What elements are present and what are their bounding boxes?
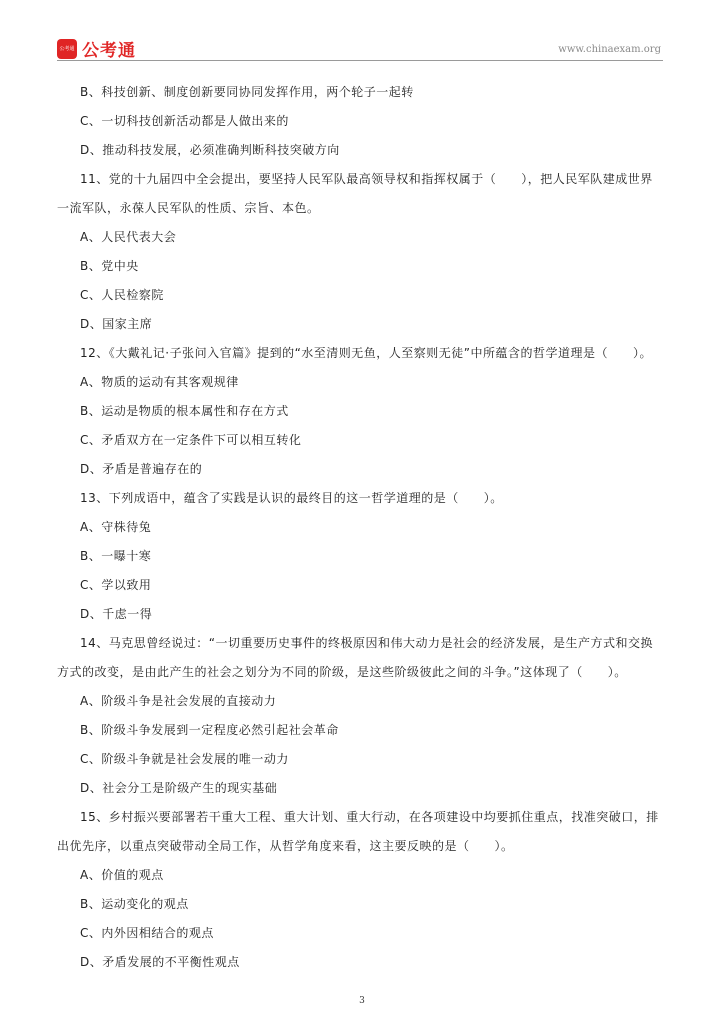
option-line: B、一曝十寒 [80,549,152,563]
option-line: B、运动是物质的根本属性和存在方式 [80,404,289,418]
brand-logo[interactable] [57,36,136,61]
option-line: D、社会分工是阶级产生的现实基础 [80,781,278,795]
question-15: 15、乡村振兴要部署若干重大工程、重大计划、重大行动，在各项建设中均要抓住重点，找准突破口，排 [80,810,659,824]
site-url[interactable]: www.chinaexam.org [558,44,661,55]
logo-text: 公考通 [82,41,136,61]
option-line: C、学以致用 [80,578,152,592]
question-11-continued: 一流军队，永葆人民军队的性质、宗旨、本色。 [57,201,320,215]
question-11: 11、党的十九届四中全会提出，要坚持人民军队最高领导权和指挥权属于（ ），把人民军队建成世界 [80,172,653,186]
option-line: C、阶级斗争就是社会发展的唯一动力 [80,752,289,766]
option-line: D、国家主席 [80,317,153,331]
option-line: C、人民检察院 [80,288,164,302]
option-line: A、守株待兔 [80,520,152,534]
option-line: D、千虑一得 [80,607,153,621]
option-line: D、推动科技发展，必须准确判断科技突破方向 [80,143,340,157]
logo-badge-icon: 公考通 [57,39,77,59]
option-line: D、矛盾是普遍存在的 [80,462,203,476]
option-line: A、阶级斗争是社会发展的直接动力 [80,694,277,708]
option-line: C、内外因相结合的观点 [80,926,214,940]
question-15-continued: 出优先序，以重点突破带动全局工作，从哲学角度来看，这主要反映的是（ ）。 [57,839,514,853]
option-line: B、运动变化的观点 [80,897,189,911]
question-12: 12、《大戴礼记·子张问入官篇》提到的“水至清则无鱼，人至察则无徒”中所蕴含的哲学道理是（ ）。 [80,346,653,360]
page-number: 3 [359,996,365,1006]
question-14: 14、马克思曾经说过：“一切重要历史事件的终极原因和伟大动力是社会的经济发展，是生产方式和交换 [80,636,653,650]
question-13: 13、下列成语中，蕴含了实践是认识的最终目的这一哲学道理的是（ ）。 [80,491,503,505]
option-line: C、一切科技创新活动都是人做出来的 [80,114,289,128]
page-header [57,33,663,61]
header-divider [57,60,663,61]
document-body [57,78,668,977]
option-line: B、阶级斗争发展到一定程度必然引起社会革命 [80,723,339,737]
option-line: A、价值的观点 [80,868,164,882]
question-14-continued: 方式的改变，是由此产生的社会之划分为不同的阶级，是这些阶级彼此之间的斗争。”这体现了（ ）。 [57,665,627,679]
option-line: D、矛盾发展的不平衡性观点 [80,955,240,969]
option-line: B、科技创新、制度创新要同协同发挥作用，两个轮子一起转 [80,85,414,99]
option-line: A、人民代表大会 [80,230,177,244]
option-line: B、党中央 [80,259,139,273]
option-line: A、物质的运动有其客观规律 [80,375,239,389]
option-line: C、矛盾双方在一定条件下可以相互转化 [80,433,302,447]
